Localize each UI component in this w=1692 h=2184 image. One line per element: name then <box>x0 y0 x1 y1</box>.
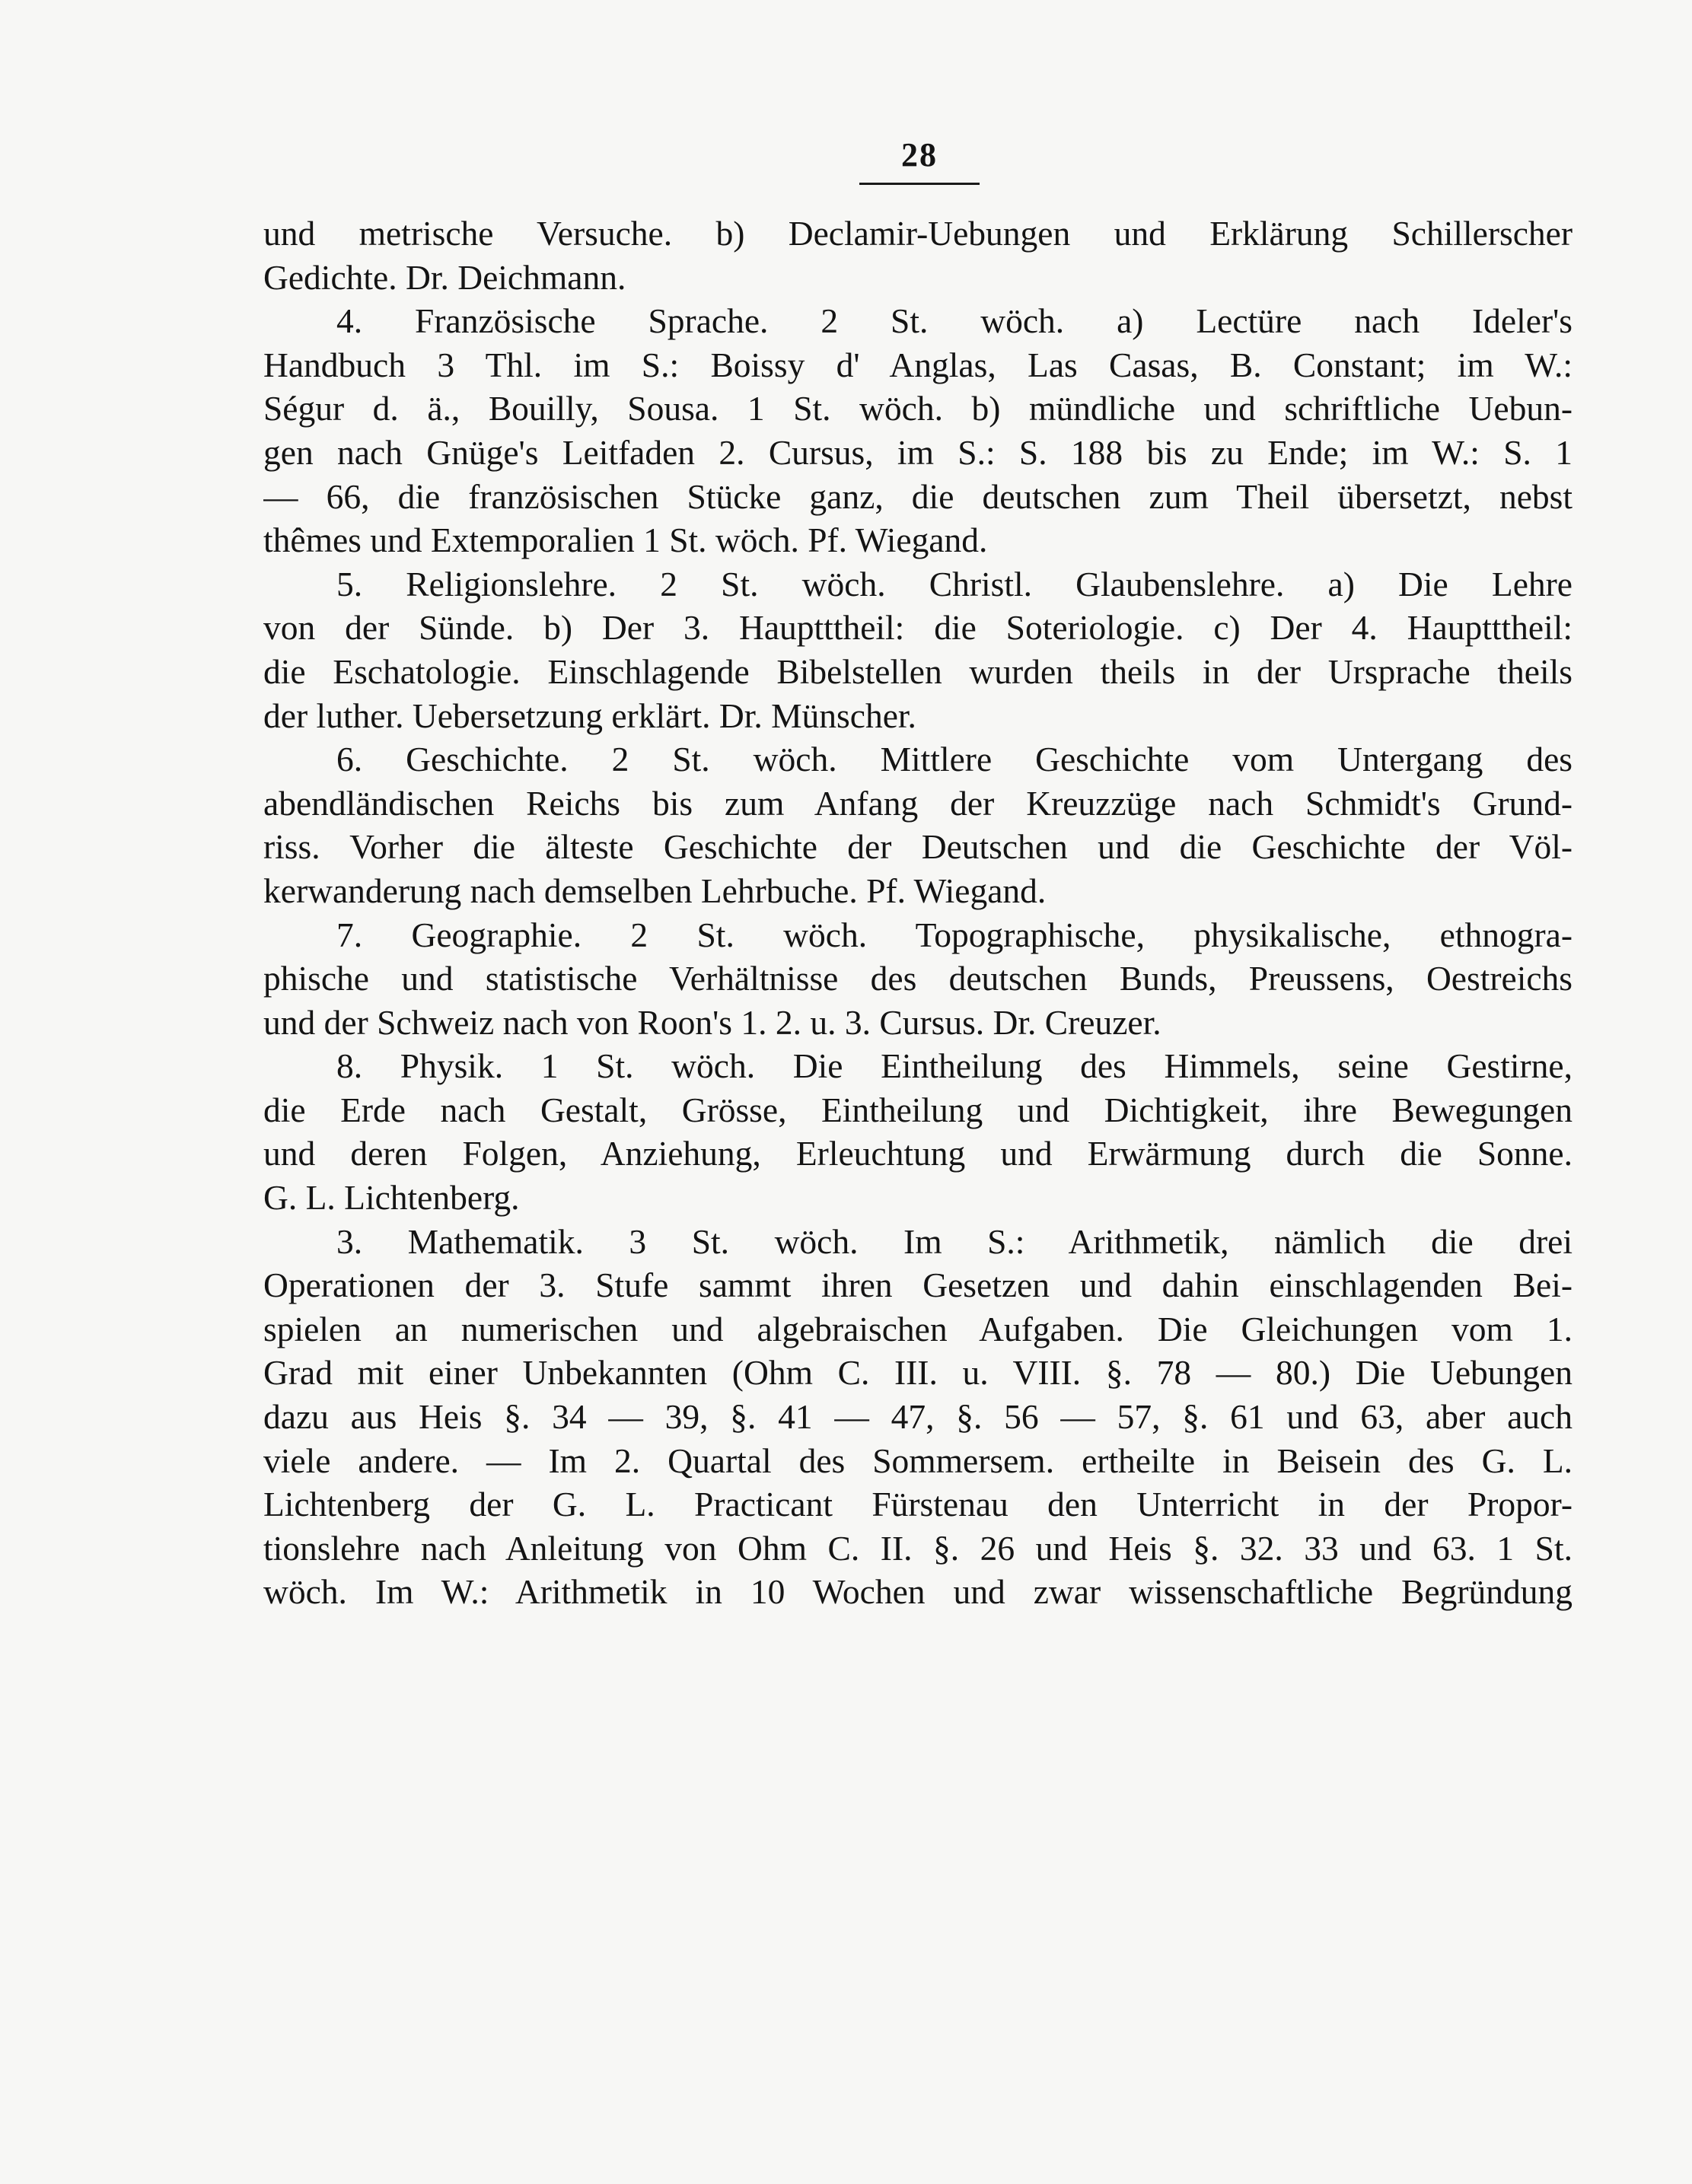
text-line: gen nach Gnüge's Leitfaden 2. Cursus, im S.: S. 188 bis zu Ende; im W.: S. 1 <box>263 432 1573 472</box>
header-rule <box>859 183 980 185</box>
text-line: spielen an numerischen und algebraischen Aufgaben. Die Gleichungen vom 1. <box>263 1309 1573 1348</box>
body-text <box>263 212 1573 1614</box>
text-line: G. L. Lichtenberg. <box>263 1178 520 1218</box>
text-line: die Eschatologie. Einschlagende Bibelstellen wurden theils in der Ursprache theils <box>263 651 1573 691</box>
text-line: und der Schweiz nach von Roon's 1. 2. u. 3. Cursus. Dr. Creuzer. <box>263 1002 1161 1042</box>
text-line: 3. Mathematik. 3 St. wöch. Im S.: Arithmetik, nämlich die drei <box>336 1221 1573 1261</box>
text-line: riss. Vorher die älteste Geschichte der Deutschen und die Geschichte der Völ- <box>263 827 1573 867</box>
text-line: und deren Folgen, Anziehung, Erleuchtung und Erwärmung durch die Sonne. <box>263 1134 1573 1173</box>
text-line: 8. Physik. 1 St. wöch. Die Eintheilung des Himmels, seine Gestirne, <box>336 1046 1573 1086</box>
text-line: Gedichte. Dr. Deichmann. <box>263 257 626 297</box>
text-line: Lichtenberg der G. L. Practicant Fürstenau den Unterricht in der Propor- <box>263 1485 1573 1524</box>
text-line: dazu aus Heis §. 34 — 39, §. 41 — 47, §. 56 — 57, §. 61 und 63, aber auch <box>263 1397 1573 1437</box>
text-line: von der Sünde. b) Der 3. Hauptttheil: die Soteriologie. c) Der 4. Hauptttheil: <box>263 608 1573 648</box>
text-line: und metrische Versuche. b) Declamir-Uebungen und Erklärung Schillerscher <box>263 214 1573 253</box>
text-line: die Erde nach Gestalt, Grösse, Eintheilung und Dichtigkeit, ihre Bewegungen <box>263 1090 1573 1129</box>
text-line: thêmes und Extemporalien 1 St. wöch. Pf. Wiegand. <box>263 521 988 560</box>
text-line: viele andere. — Im 2. Quartal des Sommersem. ertheilte in Beisein des G. L. <box>263 1441 1573 1480</box>
text-line: 5. Religionslehre. 2 St. wöch. Christl. Glaubenslehre. a) Die Lehre <box>336 564 1573 603</box>
text-line: 6. Geschichte. 2 St. wöch. Mittlere Geschichte vom Untergang des <box>336 740 1573 779</box>
text-line: — 66, die französischen Stücke ganz, die deutschen zum Theil übersetzt, nebst <box>263 476 1573 516</box>
text-line: Ségur d. ä., Bouilly, Sousa. 1 St. wöch. b) mündliche und schriftliche Uebun- <box>263 389 1573 428</box>
text-line: abendländischen Reichs bis zum Anfang der Kreuzzüge nach Schmidt's Grund- <box>263 783 1573 823</box>
page-number: 28 <box>901 136 938 174</box>
text-line: Grad mit einer Unbekannten (Ohm C. III. u. VIII. §. 78 — 80.) Die Uebungen <box>263 1353 1573 1393</box>
page-header <box>843 135 996 185</box>
text-line: 7. Geographie. 2 St. wöch. Topographische, physikalische, ethnogra- <box>336 915 1573 954</box>
text-line: Handbuch 3 Thl. im S.: Boissy d' Anglas, Las Casas, B. Constant; im W.: <box>263 345 1573 384</box>
text-line: der luther. Uebersetzung erklärt. Dr. Münscher. <box>263 696 916 735</box>
text-line: 4. Französische Sprache. 2 St. wöch. a) Lectüre nach Ideler's <box>336 301 1573 341</box>
text-line: wöch. Im W.: Arithmetik in 10 Wochen und zwar wissenschaftliche Begründung <box>263 1572 1573 1612</box>
text-line: kerwanderung nach demselben Lehrbuche. Pf. Wiegand. <box>263 871 1047 910</box>
text-line: phische und statistische Verhältnisse des deutschen Bunds, Preussens, Oestreichs <box>263 959 1573 998</box>
text-line: tionslehre nach Anleitung von Ohm C. II. §. 26 und Heis §. 32. 33 und 63. 1 St. <box>263 1528 1573 1568</box>
text-line: Operationen der 3. Stufe sammt ihren Gesetzen und dahin einschlagenden Bei- <box>263 1266 1573 1305</box>
